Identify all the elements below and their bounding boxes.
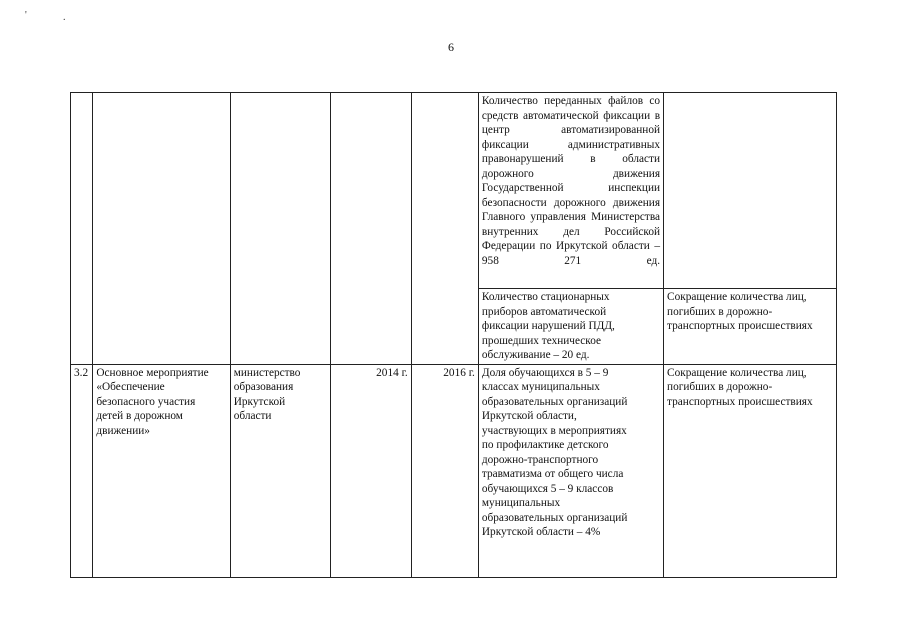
cell-number bbox=[71, 93, 93, 365]
cell-indicator: Доля обучающихся в 5 – 9 классах муниципальных образовательных организаций Иркутской области, участвующих в мероприятиях по профилактике детского дорожно-транспортного травматизма от общего числа обучающихся 5 – 9 классов муниципальных образовательных организаций Иркутской области – 4% bbox=[478, 364, 663, 577]
cell-result bbox=[664, 93, 837, 289]
cell-executor: министерство образования Иркутской области bbox=[230, 364, 331, 577]
cell-indicator: Количество переданных файлов со средств автоматической фиксации в центр автоматизированной фиксации административных правонарушений в области дорожного движения Государственной инспекции безопасности дорожного движения Главного управления Министерства внутренних дел Российской Федерации по Иркутской области – 958 271 ед. bbox=[478, 93, 663, 289]
measures-table bbox=[70, 92, 837, 578]
scan-speck: . bbox=[63, 12, 66, 23]
table-row bbox=[71, 364, 837, 577]
page-number: 6 bbox=[448, 40, 454, 54]
cell-indicator: Количество стационарных приборов автоматической фиксации нарушений ПДД, прошедших техническое обслуживание – 20 ед. bbox=[478, 289, 663, 365]
cell-result: Сокращение количества лиц, погибших в дорожно- транспортных происшествиях bbox=[664, 364, 837, 577]
cell-start-year bbox=[331, 93, 411, 365]
scan-speck: ' bbox=[25, 10, 27, 21]
cell-result: Сокращение количества лиц, погибших в дорожно- транспортных происшествиях bbox=[664, 289, 837, 365]
cell-end-year: 2016 г. bbox=[411, 364, 478, 577]
cell-number: 3.2 bbox=[71, 364, 93, 577]
cell-measure-name bbox=[93, 93, 230, 365]
cell-measure-name: Основное мероприятие «Обеспечение безопасного участия детей в дорожном движении» bbox=[93, 364, 230, 577]
table-row bbox=[71, 93, 837, 289]
cell-start-year: 2014 г. bbox=[331, 364, 411, 577]
cell-executor bbox=[230, 93, 331, 365]
cell-end-year bbox=[411, 93, 478, 365]
